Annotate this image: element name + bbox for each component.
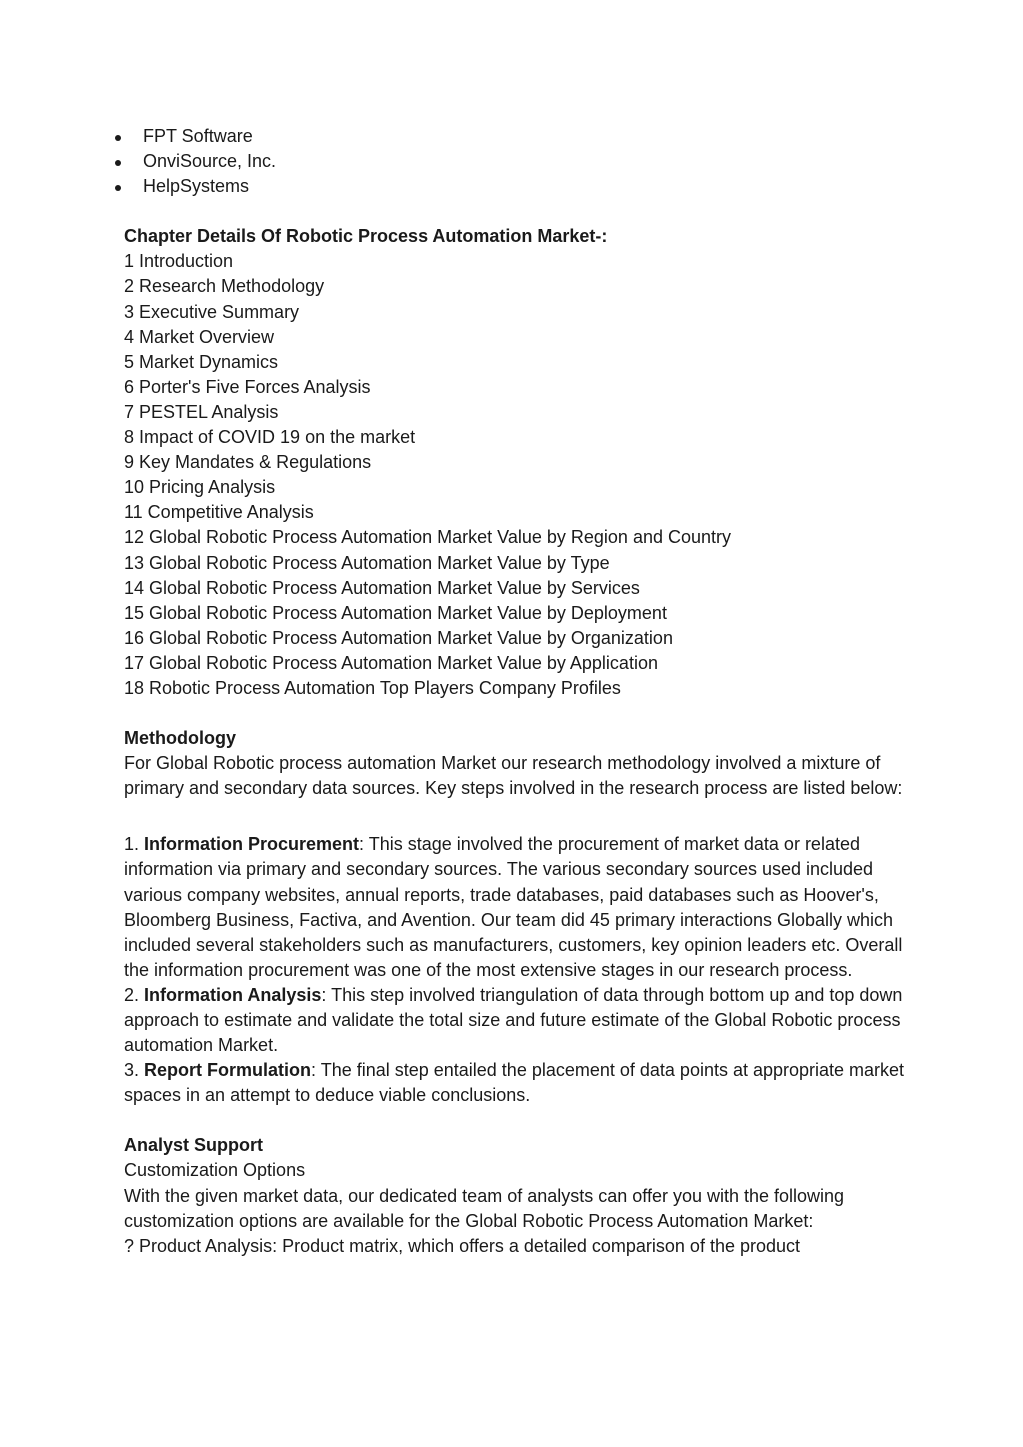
analyst-support-heading: Analyst Support — [124, 1135, 264, 1156]
spacer — [124, 1108, 914, 1133]
document-page — [124, 124, 914, 1259]
chapter-item: 15 Global Robotic Process Automation Market Value by Deployment — [124, 602, 667, 623]
company-name: FPT Software — [143, 126, 253, 146]
step-title: Information Analysis — [144, 984, 322, 1005]
chapter-item: 7 PESTEL Analysis — [124, 401, 279, 422]
customization-option: ? Product Analysis: Product matrix, which offers a detailed comparison of the product — [124, 1235, 801, 1256]
step-title: Report Formulation — [144, 1060, 312, 1081]
step-text: : The final step entailed the placement of data points at appropriate market spaces in an attempt to deduce viable conclusions. — [124, 1060, 905, 1106]
customization-intro: With the given market data, our dedicated team of analysts can offer you with the following customization options are available for the Global Robotic Process Automation Market: — [124, 1185, 845, 1231]
chapter-item: 5 Market Dynamics — [124, 351, 279, 372]
bullet-icon — [115, 135, 121, 141]
bullet-icon — [115, 160, 121, 166]
chapter-item: 12 Global Robotic Process Automation Market Value by Region and Country — [124, 527, 731, 548]
customization-subheading: Customization Options — [124, 1160, 306, 1181]
chapter-item: 14 Global Robotic Process Automation Market Value by Services — [124, 577, 640, 598]
chapter-list — [124, 249, 914, 701]
list-item — [124, 149, 914, 174]
chapter-item: 9 Key Mandates & Regulations — [124, 452, 372, 473]
methodology-step-2 — [124, 983, 914, 1058]
chapter-item: 4 Market Overview — [124, 326, 275, 347]
methodology-step-3 — [124, 1058, 914, 1108]
chapter-item: 3 Executive Summary — [124, 301, 300, 322]
chapter-item: 17 Global Robotic Process Automation Market Value by Application — [124, 652, 658, 673]
chapter-item: 11 Competitive Analysis — [124, 502, 314, 523]
chapter-item: 1 Introduction — [124, 251, 234, 272]
step-title: Information Procurement — [144, 834, 360, 855]
spacer — [124, 801, 914, 832]
methodology-step-1 — [124, 832, 914, 983]
list-item — [124, 124, 914, 149]
methodology-intro: For Global Robotic process automation Market our research methodology involved a mixture of primary and secondary data sources. Key steps involved in the research process are listed below: — [124, 753, 903, 799]
step-number: 1. — [124, 834, 145, 855]
company-name: OnviSource, Inc. — [143, 151, 277, 172]
step-number: 2. — [124, 984, 145, 1005]
step-text: : This step involved triangulation of data through bottom up and top down approach to estimate and validate the total size and future estimate of the Global Robotic process automation Market. — [124, 984, 903, 1056]
company-name: HelpSystems — [143, 176, 250, 197]
chapter-item: 13 Global Robotic Process Automation Market Value by Type — [124, 552, 610, 573]
chapter-item: 16 Global Robotic Process Automation Market Value by Organization — [124, 627, 673, 648]
chapter-item: 10 Pricing Analysis — [124, 477, 276, 498]
step-number: 3. — [124, 1060, 145, 1081]
company-list — [124, 124, 914, 199]
chapter-item: 18 Robotic Process Automation Top Players Company Profiles — [124, 677, 621, 698]
chapters-heading: Chapter Details Of Robotic Process Automation Market-: — [124, 226, 608, 247]
chapter-item: 8 Impact of COVID 19 on the market — [124, 427, 416, 448]
list-item — [124, 174, 914, 199]
spacer — [124, 701, 914, 726]
methodology-heading: Methodology — [124, 728, 236, 749]
step-text: : This stage involved the procurement of market data or related information via primary and secondary sources. The various secondary sources used included various company websites, annual reports, trade databases, paid databases such as Hoover's, Bloomberg Business, Factiva, and Avention. Our team did 45 primary interactions Globally which included several stakeholders such as manufacturers, customers, key opinion leaders etc. Overall the information procurement was one of the most extensive stages in our research process. — [124, 834, 903, 980]
chapter-item: 6 Porter's Five Forces Analysis — [124, 376, 371, 397]
bullet-icon — [115, 185, 121, 191]
chapter-item: 2 Research Methodology — [124, 276, 325, 297]
